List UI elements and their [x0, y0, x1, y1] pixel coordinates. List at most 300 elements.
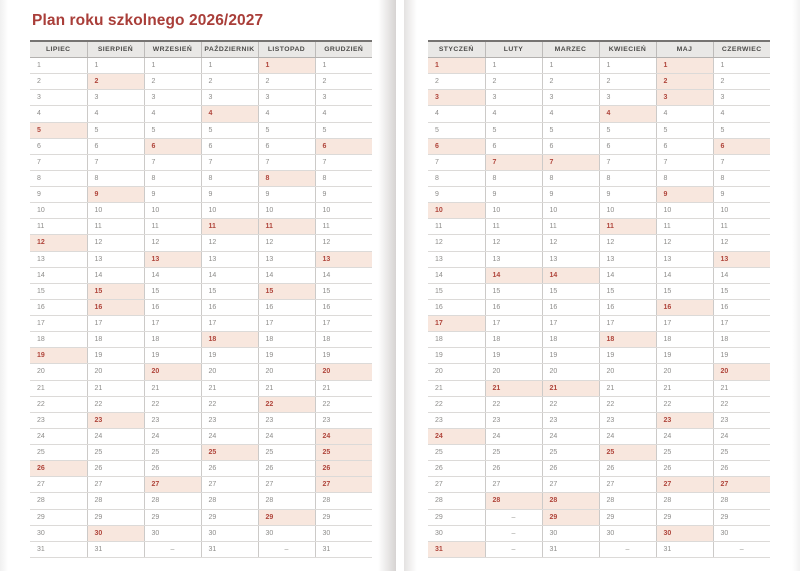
day-cell: 12	[542, 235, 599, 251]
day-cell: 8	[428, 170, 485, 186]
day-cell: 3	[315, 90, 372, 106]
day-cell: 27	[87, 477, 144, 493]
day-cell-highlighted: 15	[87, 283, 144, 299]
day-row	[30, 396, 372, 412]
day-cell: 6	[485, 138, 542, 154]
day-row	[428, 316, 770, 332]
day-cell: 3	[599, 90, 656, 106]
day-row	[428, 541, 770, 557]
day-cell-highlighted: 11	[599, 219, 656, 235]
day-cell: 2	[485, 74, 542, 90]
day-cell: 28	[144, 493, 201, 509]
day-cell: 15	[30, 283, 87, 299]
day-row	[30, 122, 372, 138]
day-cell: 4	[428, 106, 485, 122]
empty-day-cell: –	[485, 509, 542, 525]
day-row	[428, 187, 770, 203]
day-cell: 20	[87, 364, 144, 380]
day-cell: 17	[30, 316, 87, 332]
day-cell-highlighted: 30	[656, 525, 713, 541]
day-row	[30, 58, 372, 74]
day-cell: 12	[201, 235, 258, 251]
day-cell: 30	[30, 525, 87, 541]
day-cell: 26	[144, 461, 201, 477]
day-cell-highlighted: 3	[428, 90, 485, 106]
day-cell: 14	[428, 267, 485, 283]
day-cell: 7	[144, 154, 201, 170]
day-cell: 25	[30, 445, 87, 461]
day-cell: 28	[258, 493, 315, 509]
day-cell: 30	[144, 525, 201, 541]
day-cell: 4	[542, 106, 599, 122]
day-cell: 13	[428, 251, 485, 267]
day-cell: 7	[30, 154, 87, 170]
day-row	[428, 299, 770, 315]
day-cell: 6	[599, 138, 656, 154]
day-cell: 23	[542, 412, 599, 428]
day-cell-highlighted: 5	[30, 122, 87, 138]
month-header: MAJ	[656, 41, 713, 58]
day-cell: 15	[315, 283, 372, 299]
day-cell: 27	[30, 477, 87, 493]
day-cell: 14	[201, 267, 258, 283]
day-cell: 19	[144, 348, 201, 364]
day-cell: 29	[30, 509, 87, 525]
day-cell: 11	[542, 219, 599, 235]
day-cell-highlighted: 21	[542, 380, 599, 396]
day-cell: 27	[542, 477, 599, 493]
day-cell: 11	[315, 219, 372, 235]
day-cell: 22	[542, 396, 599, 412]
day-cell: 19	[258, 348, 315, 364]
day-cell: 31	[30, 541, 87, 557]
day-cell-highlighted: 14	[542, 267, 599, 283]
day-cell: 27	[485, 477, 542, 493]
day-cell: 5	[485, 122, 542, 138]
day-cell: 17	[144, 316, 201, 332]
month-header: GRUDZIEŃ	[315, 41, 372, 58]
day-cell-highlighted: 19	[30, 348, 87, 364]
day-row	[30, 428, 372, 444]
day-cell: 28	[713, 493, 770, 509]
day-cell: 15	[599, 283, 656, 299]
day-row	[428, 267, 770, 283]
month-header: LIPIEC	[30, 41, 87, 58]
day-cell: 19	[315, 348, 372, 364]
day-cell: 14	[656, 267, 713, 283]
day-cell: 20	[258, 364, 315, 380]
day-cell: 10	[656, 203, 713, 219]
day-cell: 8	[542, 170, 599, 186]
day-cell: 3	[713, 90, 770, 106]
day-cell: 23	[485, 412, 542, 428]
day-cell: 22	[485, 396, 542, 412]
day-row	[30, 283, 372, 299]
day-cell: 7	[599, 154, 656, 170]
day-cell: 10	[315, 203, 372, 219]
day-cell: 4	[656, 106, 713, 122]
day-cell-highlighted: 9	[87, 187, 144, 203]
day-cell: 4	[258, 106, 315, 122]
day-row	[30, 461, 372, 477]
day-cell: 8	[87, 170, 144, 186]
day-row	[30, 106, 372, 122]
day-cell-highlighted: 28	[485, 493, 542, 509]
day-row	[30, 493, 372, 509]
day-cell: 24	[542, 428, 599, 444]
day-cell-highlighted: 13	[144, 251, 201, 267]
day-cell: 15	[542, 283, 599, 299]
day-cell: 11	[30, 219, 87, 235]
day-row	[30, 412, 372, 428]
day-row	[428, 493, 770, 509]
day-cell: 21	[258, 380, 315, 396]
day-cell: 19	[201, 348, 258, 364]
day-cell: 22	[315, 396, 372, 412]
day-cell: 7	[201, 154, 258, 170]
day-row	[428, 235, 770, 251]
day-cell: 12	[485, 235, 542, 251]
day-cell: 29	[599, 509, 656, 525]
day-row	[428, 58, 770, 74]
day-cell: 10	[258, 203, 315, 219]
day-cell: 10	[485, 203, 542, 219]
day-cell: 6	[30, 138, 87, 154]
day-cell: 21	[87, 380, 144, 396]
day-cell-highlighted: 26	[30, 461, 87, 477]
day-cell: 19	[713, 348, 770, 364]
day-cell: 21	[599, 380, 656, 396]
day-cell: 11	[428, 219, 485, 235]
day-cell: 30	[542, 525, 599, 541]
day-cell-highlighted: 30	[87, 525, 144, 541]
day-cell: 5	[713, 122, 770, 138]
day-row	[30, 380, 372, 396]
empty-day-cell: –	[485, 525, 542, 541]
day-cell: 25	[258, 445, 315, 461]
day-cell: 14	[315, 267, 372, 283]
day-row	[30, 235, 372, 251]
day-cell: 25	[713, 445, 770, 461]
day-cell: 5	[656, 122, 713, 138]
day-cell-highlighted: 25	[315, 445, 372, 461]
day-row	[428, 428, 770, 444]
empty-day-cell: –	[713, 541, 770, 557]
day-cell-highlighted: 6	[144, 138, 201, 154]
day-row	[30, 509, 372, 525]
day-cell: 20	[656, 364, 713, 380]
day-cell: 16	[485, 299, 542, 315]
day-cell: 22	[656, 396, 713, 412]
day-row	[428, 74, 770, 90]
day-cell: 23	[30, 412, 87, 428]
day-cell: 8	[485, 170, 542, 186]
day-cell: 2	[258, 74, 315, 90]
day-row	[30, 74, 372, 90]
day-cell: 12	[315, 235, 372, 251]
day-cell: 7	[656, 154, 713, 170]
day-cell-highlighted: 11	[201, 219, 258, 235]
day-cell: 9	[713, 187, 770, 203]
day-cell: 12	[258, 235, 315, 251]
day-cell: 14	[599, 267, 656, 283]
day-cell-highlighted: 6	[428, 138, 485, 154]
day-cell: 16	[30, 299, 87, 315]
month-header: MARZEC	[542, 41, 599, 58]
day-cell: 1	[599, 58, 656, 74]
day-row	[30, 541, 372, 557]
day-row	[30, 138, 372, 154]
day-cell: 27	[258, 477, 315, 493]
day-cell: 13	[87, 251, 144, 267]
left-page	[6, 0, 396, 571]
day-cell: 24	[87, 428, 144, 444]
day-cell: 30	[201, 525, 258, 541]
day-cell: 4	[485, 106, 542, 122]
day-cell: 5	[144, 122, 201, 138]
day-cell: 28	[30, 493, 87, 509]
day-cell: 24	[144, 428, 201, 444]
day-cell: 20	[201, 364, 258, 380]
day-cell: 24	[656, 428, 713, 444]
day-cell: 18	[485, 332, 542, 348]
day-cell: 26	[656, 461, 713, 477]
day-cell: 2	[30, 74, 87, 90]
day-cell: 25	[485, 445, 542, 461]
day-row	[428, 396, 770, 412]
day-row	[30, 267, 372, 283]
day-cell: 18	[428, 332, 485, 348]
day-cell: 4	[713, 106, 770, 122]
day-cell: 1	[713, 58, 770, 74]
day-cell: 2	[201, 74, 258, 90]
day-cell-highlighted: 31	[428, 541, 485, 557]
day-row	[30, 170, 372, 186]
day-cell: 9	[542, 187, 599, 203]
day-cell: 18	[144, 332, 201, 348]
day-cell: 11	[485, 219, 542, 235]
day-cell: 27	[428, 477, 485, 493]
day-cell: 26	[713, 461, 770, 477]
day-cell-highlighted: 27	[315, 477, 372, 493]
day-cell-highlighted: 18	[201, 332, 258, 348]
day-cell: 23	[428, 412, 485, 428]
day-cell: 16	[201, 299, 258, 315]
day-row	[30, 477, 372, 493]
day-cell: 9	[201, 187, 258, 203]
day-cell: 9	[315, 187, 372, 203]
day-cell: 3	[485, 90, 542, 106]
day-cell: 17	[258, 316, 315, 332]
day-cell: 18	[713, 332, 770, 348]
day-row	[30, 299, 372, 315]
day-cell: 1	[30, 58, 87, 74]
day-cell: 22	[87, 396, 144, 412]
day-cell: 21	[144, 380, 201, 396]
day-cell: 10	[201, 203, 258, 219]
day-cell: 24	[599, 428, 656, 444]
day-cell: 23	[144, 412, 201, 428]
day-cell: 24	[258, 428, 315, 444]
day-cell: 12	[428, 235, 485, 251]
day-cell: 7	[315, 154, 372, 170]
day-cell: 10	[30, 203, 87, 219]
day-cell: 25	[542, 445, 599, 461]
day-cell: 5	[542, 122, 599, 138]
day-cell: 20	[428, 364, 485, 380]
day-cell: 17	[542, 316, 599, 332]
day-cell: 17	[315, 316, 372, 332]
day-cell: 3	[30, 90, 87, 106]
day-cell: 13	[258, 251, 315, 267]
day-row	[428, 138, 770, 154]
day-cell: 3	[87, 90, 144, 106]
day-row	[428, 283, 770, 299]
day-row	[428, 412, 770, 428]
day-row	[30, 203, 372, 219]
day-cell: 18	[542, 332, 599, 348]
day-cell: 12	[144, 235, 201, 251]
month-header: LISTOPAD	[258, 41, 315, 58]
day-cell: 17	[599, 316, 656, 332]
day-cell-highlighted: 27	[656, 477, 713, 493]
day-cell: 22	[428, 396, 485, 412]
day-row	[428, 348, 770, 364]
day-cell-highlighted: 2	[87, 74, 144, 90]
day-cell: 14	[258, 267, 315, 283]
month-header: SIERPIEŃ	[87, 41, 144, 58]
day-cell: 22	[30, 396, 87, 412]
day-cell: 7	[713, 154, 770, 170]
day-cell: 29	[87, 509, 144, 525]
day-cell: 28	[428, 493, 485, 509]
day-cell: 21	[30, 380, 87, 396]
day-cell-highlighted: 27	[713, 477, 770, 493]
day-cell: 15	[201, 283, 258, 299]
day-cell: 2	[315, 74, 372, 90]
day-cell: 16	[315, 299, 372, 315]
day-cell: 14	[30, 267, 87, 283]
day-cell-highlighted: 16	[656, 299, 713, 315]
day-cell-highlighted: 23	[87, 412, 144, 428]
day-cell: 13	[599, 251, 656, 267]
month-header: PAŹDZIERNIK	[201, 41, 258, 58]
day-cell: 25	[656, 445, 713, 461]
day-cell: 20	[485, 364, 542, 380]
day-cell: 9	[258, 187, 315, 203]
day-cell: 23	[258, 412, 315, 428]
day-cell: 11	[713, 219, 770, 235]
day-cell: 19	[485, 348, 542, 364]
day-cell: 29	[144, 509, 201, 525]
day-cell: 10	[542, 203, 599, 219]
day-cell: 31	[87, 541, 144, 557]
day-row	[30, 445, 372, 461]
calendar-table-jan-jun	[428, 40, 770, 558]
day-row	[30, 364, 372, 380]
day-cell: 2	[599, 74, 656, 90]
day-cell: 4	[87, 106, 144, 122]
day-cell: 30	[428, 525, 485, 541]
month-header-row	[30, 41, 372, 58]
day-cell: 5	[87, 122, 144, 138]
day-cell-highlighted: 20	[315, 364, 372, 380]
day-cell: 2	[713, 74, 770, 90]
day-cell: 25	[87, 445, 144, 461]
day-cell: 26	[542, 461, 599, 477]
day-cell-highlighted: 25	[201, 445, 258, 461]
day-cell: 21	[315, 380, 372, 396]
day-cell: 21	[713, 380, 770, 396]
day-cell-highlighted: 4	[599, 106, 656, 122]
day-cell: 5	[599, 122, 656, 138]
day-cell: 15	[144, 283, 201, 299]
day-cell: 28	[656, 493, 713, 509]
calendar-table-jul-dec	[30, 40, 372, 558]
day-cell: 6	[201, 138, 258, 154]
day-cell: 31	[315, 541, 372, 557]
day-cell: 22	[599, 396, 656, 412]
day-cell: 4	[315, 106, 372, 122]
day-cell: 8	[144, 170, 201, 186]
day-cell: 31	[201, 541, 258, 557]
day-cell: 4	[144, 106, 201, 122]
day-cell: 29	[713, 509, 770, 525]
day-cell: 9	[485, 187, 542, 203]
day-cell: 20	[542, 364, 599, 380]
day-row	[428, 251, 770, 267]
day-cell: 28	[599, 493, 656, 509]
day-row	[30, 219, 372, 235]
day-row	[428, 154, 770, 170]
day-cell: 28	[87, 493, 144, 509]
day-cell: 12	[599, 235, 656, 251]
day-cell-highlighted: 16	[87, 299, 144, 315]
day-cell: 6	[87, 138, 144, 154]
month-header: STYCZEŃ	[428, 41, 485, 58]
day-cell-highlighted: 18	[599, 332, 656, 348]
day-cell: 22	[201, 396, 258, 412]
day-cell-highlighted: 17	[428, 316, 485, 332]
day-cell: 30	[315, 525, 372, 541]
day-cell-highlighted: 14	[485, 267, 542, 283]
day-cell: 3	[201, 90, 258, 106]
day-cell-highlighted: 6	[713, 138, 770, 154]
day-cell: 7	[428, 154, 485, 170]
empty-day-cell: –	[485, 541, 542, 557]
day-cell: 9	[144, 187, 201, 203]
day-cell: 24	[30, 428, 87, 444]
day-cell: 13	[656, 251, 713, 267]
day-cell: 13	[542, 251, 599, 267]
day-cell-highlighted: 7	[485, 154, 542, 170]
day-cell: 10	[599, 203, 656, 219]
day-cell-highlighted: 24	[315, 428, 372, 444]
day-cell: 3	[542, 90, 599, 106]
day-cell: 17	[656, 316, 713, 332]
day-cell: 30	[599, 525, 656, 541]
day-row	[428, 477, 770, 493]
day-cell: 26	[201, 461, 258, 477]
day-cell: 14	[87, 267, 144, 283]
day-cell: 21	[428, 380, 485, 396]
day-cell: 1	[315, 58, 372, 74]
day-cell-highlighted: 29	[258, 509, 315, 525]
day-cell: 14	[144, 267, 201, 283]
day-cell: 2	[428, 74, 485, 90]
day-cell: 26	[258, 461, 315, 477]
day-cell: 26	[87, 461, 144, 477]
